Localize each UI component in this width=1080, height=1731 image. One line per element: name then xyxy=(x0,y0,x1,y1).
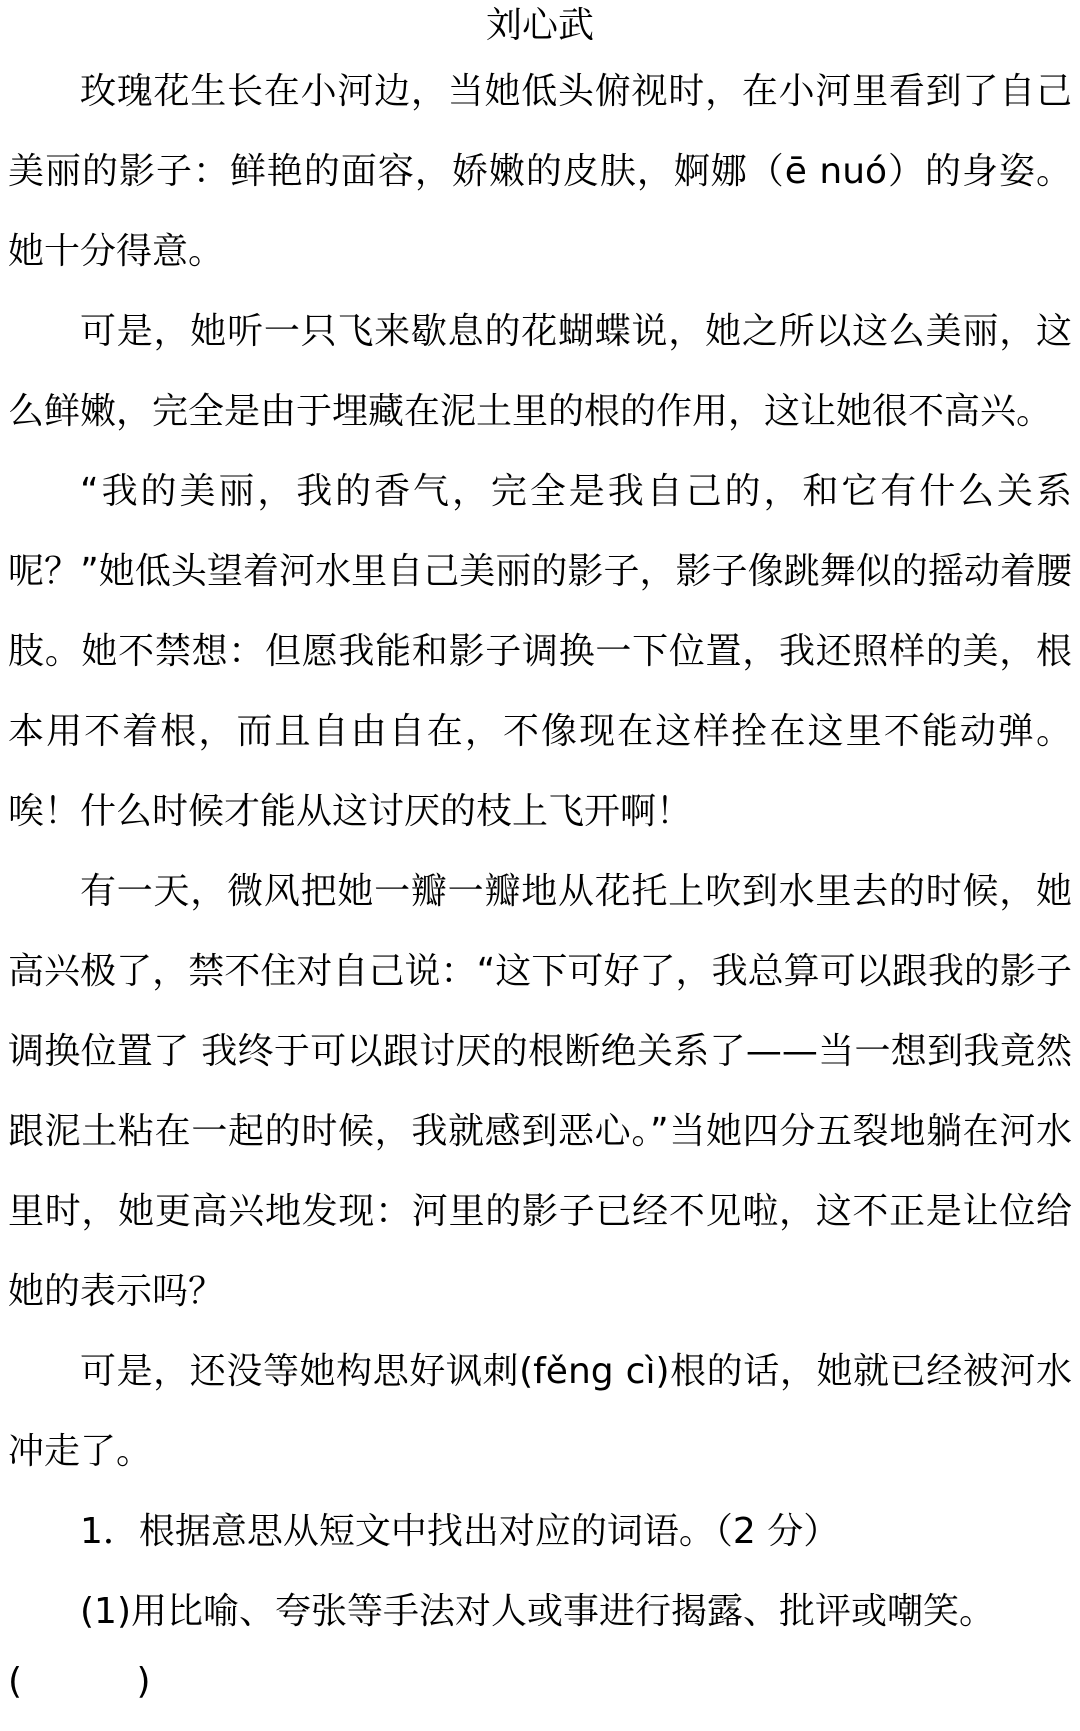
paragraph-4: 有一天，微风把她一瓣一瓣地从花托上吹到水里去的时候，她高兴极了，禁不住对自己说：“这下可好了，我总算可以跟我的影子调换位置了 我终于可以跟讨厌的根断绝关系了——当一想到我竟然跟泥土粘在一起的时候，我就感到恶心。”当她四分五裂地躺在河水里时，她更高兴地发现：河里的影子已经不见啦，这不正是让位给她的表示吗？ xyxy=(8,871,1072,1312)
paragraph-5: 可是，还没等她构思好讽刺(fěng cì)根的话，她就已经被河水冲走了。 xyxy=(8,1351,1072,1472)
paragraph-1: 玫瑰花生长在小河边，当她低头俯视时，在小河里看到了自己美丽的影子：鲜艳的面容，娇嫩的皮肤，婀娜（ē nuó）的身姿。她十分得意。 xyxy=(8,71,1072,272)
question-item-1: (1)用比喻、夸张等手法对人或事进行揭露、批评或嘲笑。 xyxy=(80,1591,995,1632)
paragraph-3: “我的美丽，我的香气，完全是我自己的，和它有什么关系呢？”她低头望着河水里自己美丽的影子，影子像跳舞似的摇动着腰肢。她不禁想：但愿我能和影子调换一下位置，我还照样的美，根本用不着根，而且自由自在，不像现在这样拴在这里不能动弹。唉！什么时候才能从这讨厌的枝上飞开啊！ xyxy=(8,471,1072,832)
paragraph-2: 可是，她听一只飞来歇息的花蝴蝶说，她之所以这么美丽，这么鲜嫩，完全是由于埋藏在泥土里的根的作用，这让她很不高兴。 xyxy=(8,311,1072,432)
author-name: 刘心武 xyxy=(485,5,594,46)
question-title: 1．根据意思从短文中找出对应的词语。（2 分） xyxy=(80,1511,840,1552)
answer-blank[interactable]: ( ) xyxy=(8,1661,151,1702)
